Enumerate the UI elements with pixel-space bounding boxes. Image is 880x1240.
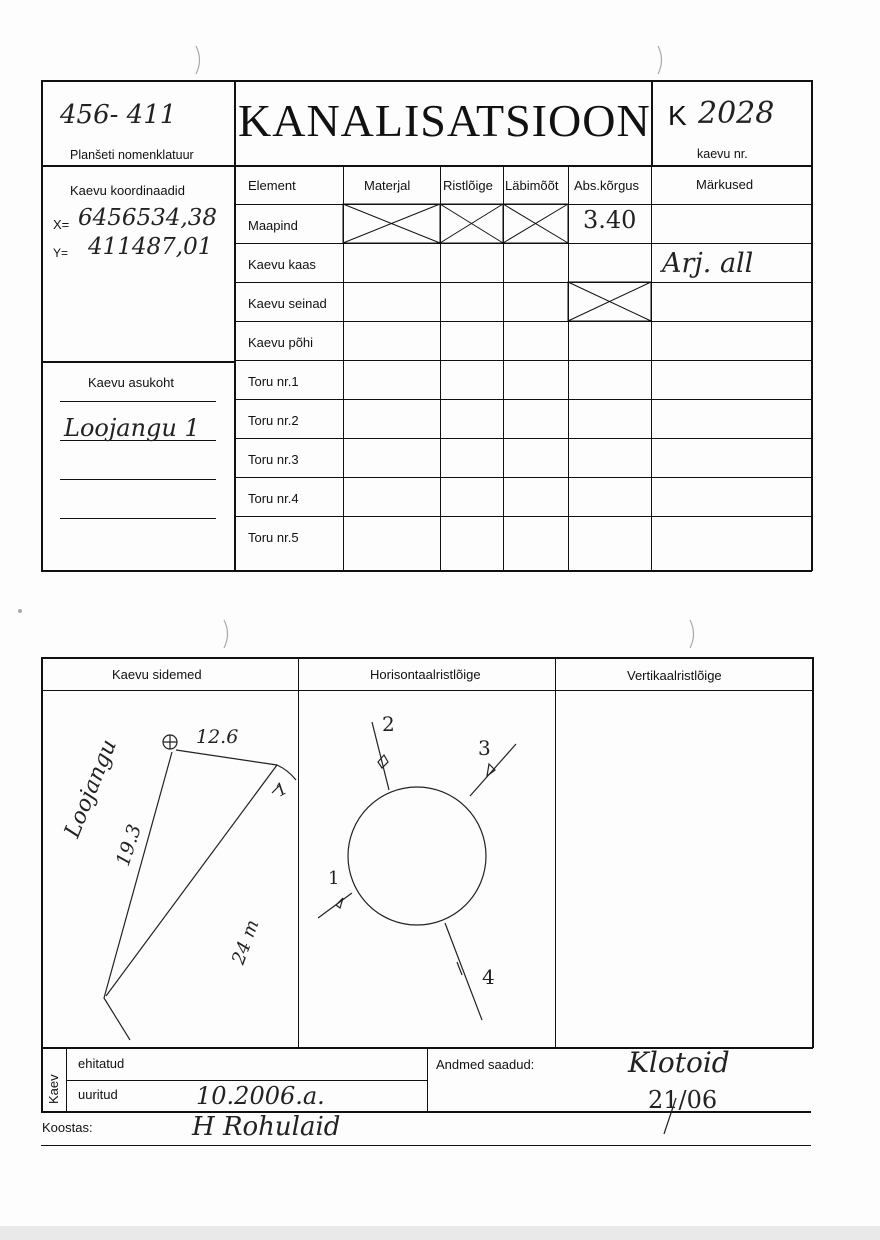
sketch-distance-diagonal: 24 m: [228, 917, 264, 968]
row-label: Toru nr.3: [248, 452, 299, 467]
col-header-diameter: Läbimõõt: [505, 178, 559, 193]
pipe-label: 1: [328, 868, 340, 889]
y-coordinate-label: Y=: [53, 246, 69, 260]
compiled-by-label: Koostas:: [42, 1120, 93, 1135]
y-coordinate-value: 411487,01: [88, 234, 213, 260]
built-label: ehitatud: [78, 1056, 125, 1071]
well-number-prefix: K: [668, 100, 687, 131]
row-label: Toru nr.2: [248, 413, 299, 428]
sketch-distance-top: 12.6: [196, 726, 239, 748]
row-label: Kaevu põhi: [248, 335, 314, 350]
pipe-label: 3: [478, 736, 491, 760]
sheet-number-value: 456- 411: [60, 100, 177, 130]
x-coordinate-label: X=: [53, 217, 70, 232]
well-side-label: Kaev: [46, 1074, 61, 1104]
location-label: Kaevu asukoht: [88, 375, 175, 390]
data-date-value: 21/06: [648, 1086, 718, 1114]
col-header-notes: Märkused: [696, 177, 754, 192]
pipe-label: 4: [482, 965, 495, 989]
cover-note: Arj. all: [662, 248, 754, 279]
col-header-material: Materjal: [364, 178, 411, 193]
row-label: Kaevu kaas: [248, 257, 316, 272]
location-value: Loojangu 1: [64, 414, 200, 442]
row-label: Maapind: [248, 218, 298, 233]
sketch-tick-number: 1: [272, 778, 292, 802]
surveyed-value: 10.2006.a.: [196, 1082, 325, 1110]
well-number-value: 2028: [698, 96, 775, 131]
row-label: Toru nr.4: [248, 491, 299, 506]
x-coordinate-value: 6456534,38: [78, 205, 218, 231]
compiled-by-value: H Rohulaid: [192, 1112, 341, 1142]
col-header-element: Element: [248, 178, 296, 193]
coordinates-label: Kaevu koordinaadid: [70, 183, 185, 198]
data-received-label: Andmed saadud:: [436, 1057, 535, 1072]
row-label: Toru nr.5: [248, 530, 299, 545]
surveyed-label: uuritud: [78, 1087, 118, 1102]
section-connections-title: Kaevu sidemed: [112, 667, 202, 682]
page-title: KANALISATSIOON: [238, 95, 651, 146]
data-source-value: Klotoid: [628, 1046, 730, 1079]
scan-bottom-edge: [0, 1226, 880, 1240]
sketch-distance-left: 19.3: [112, 821, 146, 869]
section-vertical-title: Vertikaalristlõige: [627, 668, 722, 683]
col-header-abs-height: Abs.kõrgus: [574, 178, 640, 193]
sheet-number-label: Planšeti nomenklatuur: [70, 148, 194, 162]
sketch-street-label: Loojangu: [60, 736, 122, 842]
row-label: Kaevu seinad: [248, 296, 327, 311]
well-number-label: kaevu nr.: [697, 147, 748, 161]
maapind-abs-height: 3.40: [583, 206, 637, 234]
pipe-label: 2: [382, 712, 395, 736]
row-label: Toru nr.1: [248, 374, 299, 389]
section-horizontal-title: Horisontaalristlõige: [370, 667, 481, 682]
col-header-cross-section: Ristlõige: [443, 178, 493, 193]
